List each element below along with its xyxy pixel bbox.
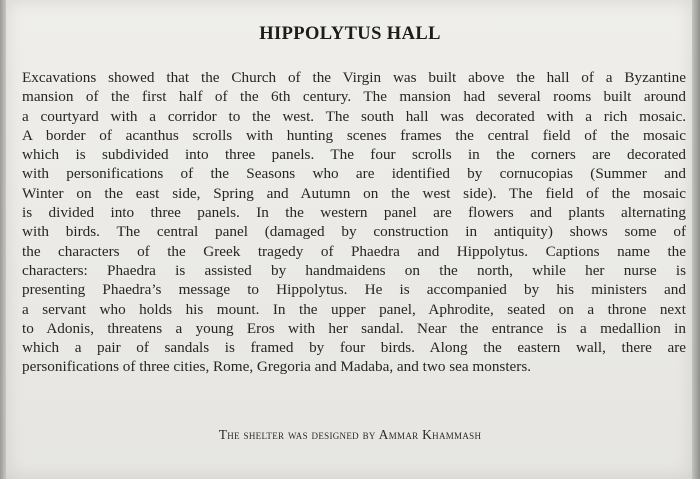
sign-title: HIPPOLYTUS HALL <box>259 24 441 44</box>
body-line: with birds. The central panel (damaged by construction in antiquity) shows some of <box>22 223 686 241</box>
body-line: to Adonis, threatens a young Eros with her sandal. Near the entrance is a medallion in <box>22 319 686 337</box>
sign-body <box>22 68 686 377</box>
body-line: which is subdivided into three panels. The four scrolls in the corners are decorated <box>22 146 686 164</box>
designer-credit: The shelter was designed by Ammar Khammash <box>218 427 482 442</box>
body-line: with personifications of the Seasons who are identified by cornucopias (Summer and <box>22 165 686 183</box>
body-line: personifications of three cities, Rome, Gregoria and Madaba, and two sea monsters. <box>22 358 532 376</box>
body-line: characters: Phaedra is assisted by handmaidens on the north, while her nurse is <box>22 261 686 279</box>
body-line: Winter on the east side, Spring and Autumn on the west side). The field of the mosaic <box>22 184 686 202</box>
body-line: presenting Phaedra’s message to Hippolytus. He is accompanied by his ministers and <box>22 281 686 299</box>
body-line: A border of acanthus scrolls with hunting scenes frames the central field of the mosaic <box>22 126 686 144</box>
body-line: a servant who holds his mount. In the upper panel, Aphrodite, seated on a throne next <box>22 300 686 318</box>
body-line: is divided into three panels. In the western panel are flowers and plants alternating <box>22 204 686 222</box>
body-line: Excavations showed that the Church of the Virgin was built above the hall of a Byzantine <box>22 69 686 86</box>
body-line: a courtyard with a corridor to the west. The south hall was decorated with a rich mosaic. <box>22 107 686 125</box>
body-line: which a pair of sandals is framed by four birds. Along the eastern wall, there are <box>22 339 686 357</box>
body-line: mansion of the first half of the 6th century. The mansion had several rooms built around <box>22 88 686 106</box>
body-line: the characters of the Greek tragedy of Phaedra and Hippolytus. Captions name the <box>22 242 686 260</box>
